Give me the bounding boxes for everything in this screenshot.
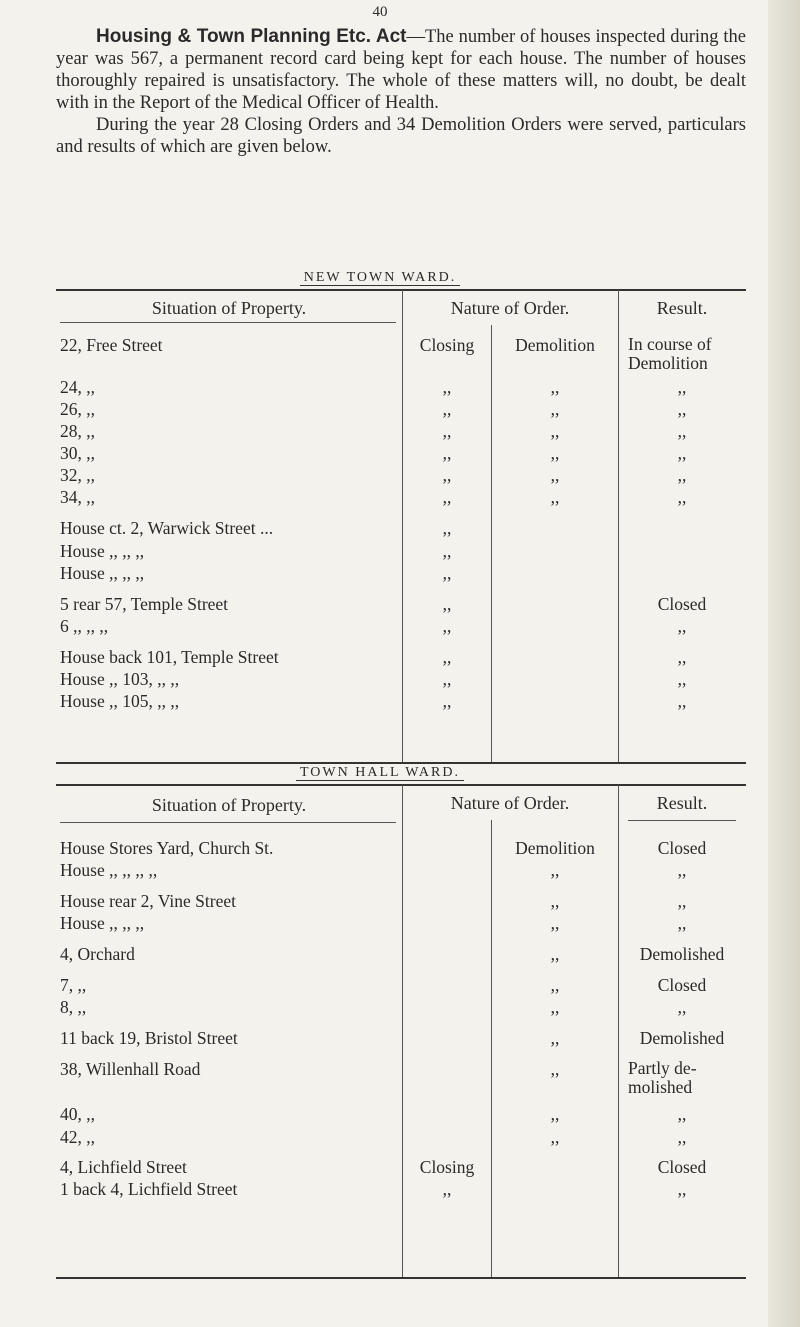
situation-cell: House ,, ,, ,, ,, <box>60 860 158 880</box>
t1-head-result: Result. <box>656 298 708 318</box>
result-cell: Demolished <box>639 1028 725 1048</box>
result-cell: Demolished <box>639 944 725 964</box>
result-cell: ,, <box>677 891 687 911</box>
closing-cell: ,, <box>442 1179 452 1199</box>
t1-divider-1 <box>402 290 403 762</box>
situation-cell: House ,, ,, ,, <box>60 563 145 583</box>
t2-head-result: Result. <box>656 793 708 813</box>
situation-cell: 32, ,, <box>60 465 95 485</box>
result-cell: ,, <box>677 421 687 441</box>
demolition-cell: ,, <box>550 1028 560 1048</box>
situation-cell: 1 back 4, Lichfield Street <box>60 1179 238 1199</box>
result-cell: Closed <box>657 838 707 858</box>
situation-cell: 34, ,, <box>60 487 95 507</box>
closing-cell: ,, <box>442 669 452 689</box>
demolition-cell: Demolition <box>515 335 595 355</box>
demolition-cell: ,, <box>550 997 560 1017</box>
closing-cell: ,, <box>442 541 452 561</box>
closing-cell: ,, <box>442 465 452 485</box>
demolition-cell: ,, <box>550 1059 560 1079</box>
closing-cell: ,, <box>442 647 452 667</box>
demolition-cell: ,, <box>550 913 560 933</box>
closing-cell: ,, <box>442 691 452 711</box>
page-number: 40 <box>372 4 388 20</box>
table2-bottom-rule <box>56 1277 746 1279</box>
situation-cell: 4, Orchard <box>60 944 135 964</box>
situation-cell: 26, ,, <box>60 399 95 419</box>
t2-divider-3 <box>618 785 619 1277</box>
intro-lead: Housing & Town Planning Etc. Act <box>96 26 407 47</box>
demolition-cell: ,, <box>550 1104 560 1124</box>
page-edge-shadow <box>768 0 800 1327</box>
situation-cell: House Stores Yard, Church St. <box>60 838 274 858</box>
result-cell: Partly de-molished <box>628 1058 697 1097</box>
t1-divider-3 <box>618 290 619 762</box>
result-cell: ,, <box>677 487 687 507</box>
situation-cell: 40, ,, <box>60 1104 95 1124</box>
result-cell: ,, <box>677 465 687 485</box>
result-cell: Closed <box>657 594 707 614</box>
situation-cell: House ,, ,, ,, <box>60 913 145 933</box>
result-cell: ,, <box>677 1104 687 1124</box>
situation-cell: 42, ,, <box>60 1127 95 1147</box>
closing-cell: ,, <box>442 487 452 507</box>
situation-cell: House rear 2, Vine Street <box>60 891 236 911</box>
result-cell: ,, <box>677 1179 687 1199</box>
demolition-cell: ,, <box>550 399 560 419</box>
t1-head-nature: Nature of Order. <box>450 298 570 318</box>
result-cell: Closed <box>657 1157 707 1177</box>
demolition-cell: Demolition <box>515 838 595 858</box>
situation-cell: 30, ,, <box>60 443 95 463</box>
closing-cell: ,, <box>442 443 452 463</box>
demolition-cell: ,, <box>550 421 560 441</box>
result-cell: ,, <box>677 377 687 397</box>
situation-cell: 24, ,, <box>60 377 95 397</box>
situation-cell: House ,, 103, ,, ,, <box>60 669 180 689</box>
situation-cell: 22, Free Street <box>60 335 163 355</box>
situation-cell: 5 rear 57, Temple Street <box>60 594 229 614</box>
t1-head-underline <box>60 322 396 323</box>
situation-cell: 4, Lichfield Street <box>60 1157 187 1177</box>
t2-divider-2 <box>491 820 492 1277</box>
demolition-cell: ,, <box>550 487 560 507</box>
t2-head-situation: Situation of Property. <box>151 795 307 815</box>
t1-head-situation: Situation of Property. <box>151 298 307 318</box>
closing-cell: ,, <box>442 518 452 538</box>
closing-cell: ,, <box>442 421 452 441</box>
t2-head-underline <box>60 822 396 823</box>
result-cell: ,, <box>677 860 687 880</box>
demolition-cell: ,, <box>550 975 560 995</box>
situation-cell: 38, Willenhall Road <box>60 1059 201 1079</box>
demolition-cell: ,, <box>550 891 560 911</box>
intro-para2: During the year 28 Closing Orders and 34 Demolition Orders were served, particulars and results of which are given below. <box>56 115 746 157</box>
situation-cell: 8, ,, <box>60 997 87 1017</box>
closing-cell: ,, <box>442 563 452 583</box>
situation-cell: 11 back 19, Bristol Street <box>60 1028 238 1048</box>
demolition-cell: ,, <box>550 860 560 880</box>
result-cell: ,, <box>677 691 687 711</box>
closing-cell: Closing <box>419 335 475 355</box>
demolition-cell: ,, <box>550 1127 560 1147</box>
result-cell: ,, <box>677 997 687 1017</box>
t2-divider-1 <box>402 785 403 1277</box>
situation-cell: House back 101, Temple Street <box>60 647 279 667</box>
demolition-cell: ,, <box>550 377 560 397</box>
intro-para1: —The number of houses inspected during the year was 567, a permanent record card being kept for each house. The number of houses thoroughly repaired is unsatisfactory. The whole of these matters will, no doubt, be dealt with in the Report of the Medical Officer of Health. <box>56 27 746 113</box>
situation-cell: House ,, ,, ,, <box>60 541 145 561</box>
table1-top-rule <box>56 289 746 291</box>
result-cell: ,, <box>677 616 687 636</box>
closing-cell: ,, <box>442 399 452 419</box>
result-cell: In course of Demolition <box>628 334 712 373</box>
result-cell: ,, <box>677 647 687 667</box>
demolition-cell: ,, <box>550 465 560 485</box>
result-cell: ,, <box>677 669 687 689</box>
situation-cell: 28, ,, <box>60 421 95 441</box>
result-cell: ,, <box>677 399 687 419</box>
demolition-cell: ,, <box>550 944 560 964</box>
closing-cell: ,, <box>442 616 452 636</box>
situation-cell: 7, ,, <box>60 975 87 995</box>
t2-head-nature: Nature of Order. <box>450 793 570 813</box>
situation-cell: House ,, 105, ,, ,, <box>60 691 180 711</box>
new-town-ward-title: NEW TOWN WARD. <box>0 270 760 286</box>
demolition-cell: ,, <box>550 443 560 463</box>
intro-text <box>56 26 746 158</box>
table2-top-rule <box>56 784 746 786</box>
result-cell: ,, <box>677 443 687 463</box>
closing-cell: ,, <box>442 594 452 614</box>
table1-bottom-rule <box>56 762 746 764</box>
closing-cell: Closing <box>419 1157 475 1177</box>
town-hall-ward-title: TOWN HALL WARD. <box>0 765 760 781</box>
result-cell: ,, <box>677 1127 687 1147</box>
closing-cell: ,, <box>442 377 452 397</box>
result-cell: ,, <box>677 913 687 933</box>
t2-result-underline <box>628 820 736 821</box>
situation-cell: 6 ,, ,, ,, <box>60 616 109 636</box>
situation-cell: House ct. 2, Warwick Street ... <box>60 518 274 538</box>
t1-divider-2 <box>491 325 492 762</box>
result-cell: Closed <box>657 975 707 995</box>
